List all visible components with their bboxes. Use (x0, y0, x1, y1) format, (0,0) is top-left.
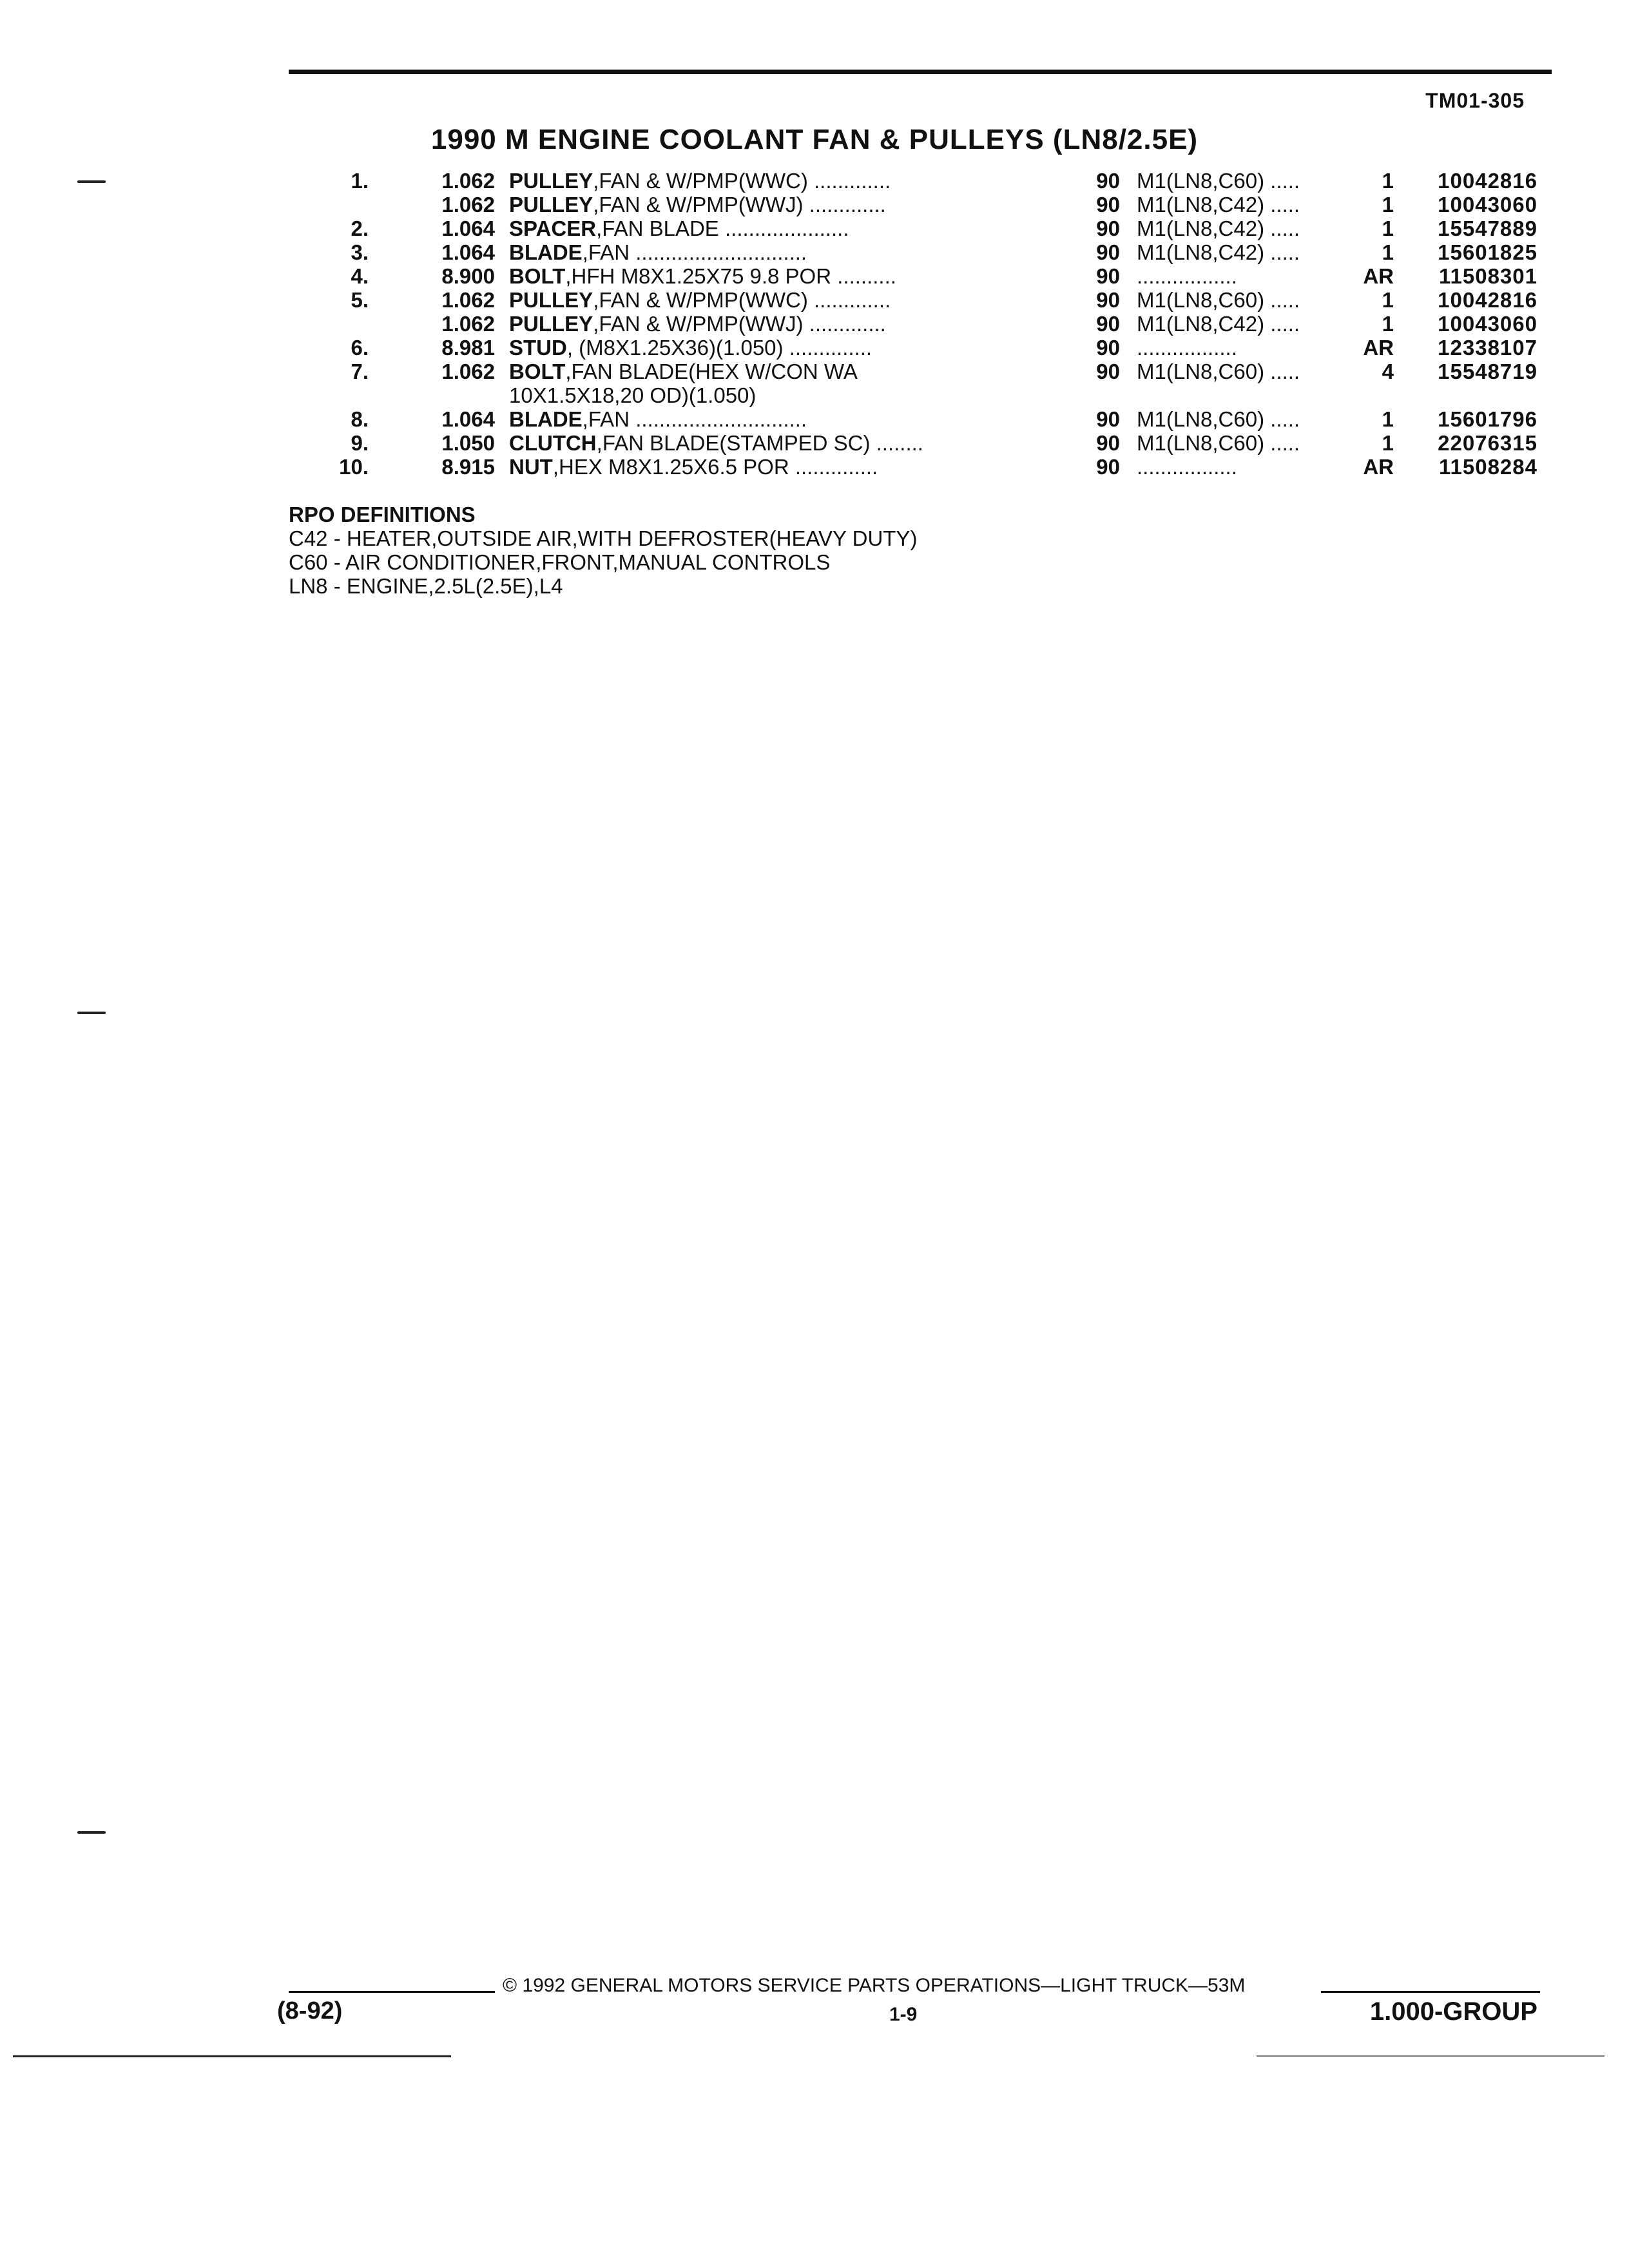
leader-dots: ............. (807, 169, 891, 193)
part-description (509, 264, 1037, 288)
application: M1(LN8,C42) ..... (1137, 193, 1300, 216)
item-number: 2. (351, 216, 369, 240)
rpo-definition: C42 - HEATER,OUTSIDE AIR,WITH DEFROSTER(HEAVY DUTY) (289, 526, 918, 550)
group-number: 1.064 (441, 216, 495, 240)
part-number: 11508284 (1438, 455, 1537, 479)
part-detail: 10X1.5X18,20 OD)(1.050) (509, 383, 757, 407)
part-detail: ,FAN BLADE(STAMPED SC) (596, 431, 871, 455)
application: M1(LN8,C60) ..... (1137, 288, 1300, 312)
part-number: 10043060 (1438, 312, 1537, 336)
part-description (509, 288, 1037, 312)
part-description (509, 383, 1037, 407)
leader-dots: ........ (870, 431, 923, 455)
table-row (0, 216, 1629, 240)
model-year: 90 (1096, 336, 1120, 360)
model-year: 90 (1096, 407, 1120, 431)
part-number: 12338107 (1438, 336, 1537, 360)
rpo-definition: C60 - AIR CONDITIONER,FRONT,MANUAL CONTROLS (289, 550, 831, 574)
part-number: 22076315 (1438, 431, 1537, 455)
table-row (0, 264, 1629, 288)
quantity: 1 (1382, 193, 1394, 216)
group-number: 1.062 (441, 288, 495, 312)
application: M1(LN8,C60) ..... (1137, 360, 1300, 383)
table-row (0, 383, 1629, 407)
application: ................. (1137, 264, 1237, 288)
item-number: 4. (351, 264, 369, 288)
item-number: 1. (351, 169, 369, 193)
quantity: 4 (1382, 360, 1394, 383)
model-year: 90 (1096, 216, 1120, 240)
part-name: CLUTCH (509, 431, 597, 455)
part-detail: ,FAN BLADE(HEX W/CON WA (565, 360, 858, 383)
table-row (0, 336, 1629, 360)
part-name: SPACER (509, 216, 597, 240)
model-year: 90 (1096, 312, 1120, 336)
leader-dots: .......... (831, 264, 896, 288)
part-number: 15601825 (1438, 240, 1537, 264)
part-detail: ,FAN (582, 407, 630, 431)
group-number: 1.062 (441, 312, 495, 336)
footer-date: (8-92) (277, 1997, 343, 2024)
quantity: 1 (1382, 407, 1394, 431)
part-description (509, 455, 1037, 479)
part-detail: ,HFH M8X1.25X75 9.8 POR (565, 264, 832, 288)
rpo-heading: RPO DEFINITIONS (289, 503, 476, 526)
quantity: 1 (1382, 240, 1394, 264)
application: M1(LN8,C60) ..... (1137, 169, 1300, 193)
part-number: 10043060 (1438, 193, 1537, 216)
table-row (0, 360, 1629, 383)
leader-dots: ............................. (630, 240, 807, 264)
footer-group: 1.000-GROUP (1369, 1997, 1537, 2026)
table-row (0, 240, 1629, 264)
part-number: 10042816 (1438, 288, 1537, 312)
part-detail: ,FAN & W/PMP(WWJ) (593, 193, 804, 216)
application: ................. (1137, 455, 1237, 479)
leader-dots: ............. (803, 312, 886, 336)
application: M1(LN8,C42) ..... (1137, 216, 1300, 240)
part-number: 11508301 (1438, 264, 1537, 288)
margin-mark (77, 1012, 106, 1014)
item-number: 7. (351, 360, 369, 383)
leader-dots: ............................. (630, 407, 807, 431)
group-number: 8.915 (441, 455, 495, 479)
part-number: 15547889 (1438, 216, 1537, 240)
quantity: AR (1363, 264, 1394, 288)
part-number: 15601796 (1438, 407, 1537, 431)
model-year: 90 (1096, 360, 1120, 383)
rpo-definition: LN8 - ENGINE,2.5L(2.5E),L4 (289, 574, 563, 598)
quantity: AR (1363, 336, 1394, 360)
part-name: BOLT (509, 360, 566, 383)
application: M1(LN8,C42) ..... (1137, 240, 1300, 264)
part-description (509, 216, 1037, 240)
application: ................. (1137, 336, 1237, 360)
page-title: 1990 M ENGINE COOLANT FAN & PULLEYS (LN8/2.5E) (430, 124, 1199, 155)
part-name: PULLEY (509, 169, 593, 193)
model-year: 90 (1096, 169, 1120, 193)
part-name: PULLEY (509, 312, 593, 336)
footer-page-number: 1-9 (889, 2004, 918, 2025)
part-description (509, 169, 1037, 193)
doc-number: TM01-305 (1425, 89, 1525, 112)
item-number: 3. (351, 240, 369, 264)
leader-dots: ............. (803, 193, 886, 216)
part-name: PULLEY (509, 288, 593, 312)
model-year: 90 (1096, 288, 1120, 312)
item-number: 10. (339, 455, 369, 479)
quantity: AR (1363, 455, 1394, 479)
leader-dots: ............. (807, 288, 891, 312)
table-row (0, 431, 1629, 455)
quantity: 1 (1382, 431, 1394, 455)
group-number: 1.064 (441, 240, 495, 264)
part-detail: ,FAN & W/PMP(WWJ) (593, 312, 804, 336)
bottom-rule (1257, 2055, 1605, 2057)
leader-dots: .............. (783, 336, 872, 360)
part-detail: ,FAN BLADE (596, 216, 719, 240)
top-rule (289, 70, 1552, 74)
model-year: 90 (1096, 264, 1120, 288)
part-description (509, 336, 1037, 360)
footer-rule-right (1321, 1991, 1540, 1993)
part-name: NUT (509, 455, 553, 479)
group-number: 1.064 (441, 407, 495, 431)
part-detail: ,FAN (582, 240, 630, 264)
item-number: 9. (351, 431, 369, 455)
model-year: 90 (1096, 431, 1120, 455)
table-row (0, 169, 1629, 193)
part-name: BOLT (509, 264, 566, 288)
item-number: 8. (351, 407, 369, 431)
group-number: 1.062 (441, 169, 495, 193)
part-description (509, 240, 1037, 264)
quantity: 1 (1382, 169, 1394, 193)
part-detail: ,HEX M8X1.25X6.5 POR (552, 455, 789, 479)
part-description (509, 312, 1037, 336)
group-number: 1.050 (441, 431, 495, 455)
item-number: 5. (351, 288, 369, 312)
part-detail: ,FAN & W/PMP(WWC) (593, 288, 808, 312)
quantity: 1 (1382, 312, 1394, 336)
group-number: 8.900 (441, 264, 495, 288)
quantity: 1 (1382, 216, 1394, 240)
part-detail: , (M8X1.25X36)(1.050) (566, 336, 784, 360)
application: M1(LN8,C60) ..... (1137, 431, 1300, 455)
application: M1(LN8,C42) ..... (1137, 312, 1300, 336)
part-description (509, 360, 1037, 383)
part-description (509, 407, 1037, 431)
part-number: 15548719 (1438, 360, 1537, 383)
part-name: PULLEY (509, 193, 593, 216)
margin-mark (77, 1831, 106, 1834)
model-year: 90 (1096, 240, 1120, 264)
table-row (0, 193, 1629, 216)
model-year: 90 (1096, 455, 1120, 479)
table-row (0, 407, 1629, 431)
part-name: BLADE (509, 407, 583, 431)
part-number: 10042816 (1438, 169, 1537, 193)
item-number: 6. (351, 336, 369, 360)
leader-dots: ..................... (718, 216, 849, 240)
group-number: 8.981 (441, 336, 495, 360)
part-name: BLADE (509, 240, 583, 264)
bottom-rule (13, 2055, 451, 2057)
table-row (0, 312, 1629, 336)
application: M1(LN8,C60) ..... (1137, 407, 1300, 431)
table-row (0, 455, 1629, 479)
leader-dots: .............. (789, 455, 878, 479)
table-row (0, 288, 1629, 312)
footer-rule-left (289, 1991, 495, 1993)
footer-copyright: © 1992 GENERAL MOTORS SERVICE PARTS OPERATIONS—LIGHT TRUCK—53M (503, 1975, 1246, 1996)
group-number: 1.062 (441, 193, 495, 216)
group-number: 1.062 (441, 360, 495, 383)
part-description (509, 193, 1037, 216)
quantity: 1 (1382, 288, 1394, 312)
model-year: 90 (1096, 193, 1120, 216)
margin-mark (77, 180, 106, 183)
part-description (509, 431, 1037, 455)
part-detail: ,FAN & W/PMP(WWC) (593, 169, 808, 193)
part-name: STUD (509, 336, 567, 360)
